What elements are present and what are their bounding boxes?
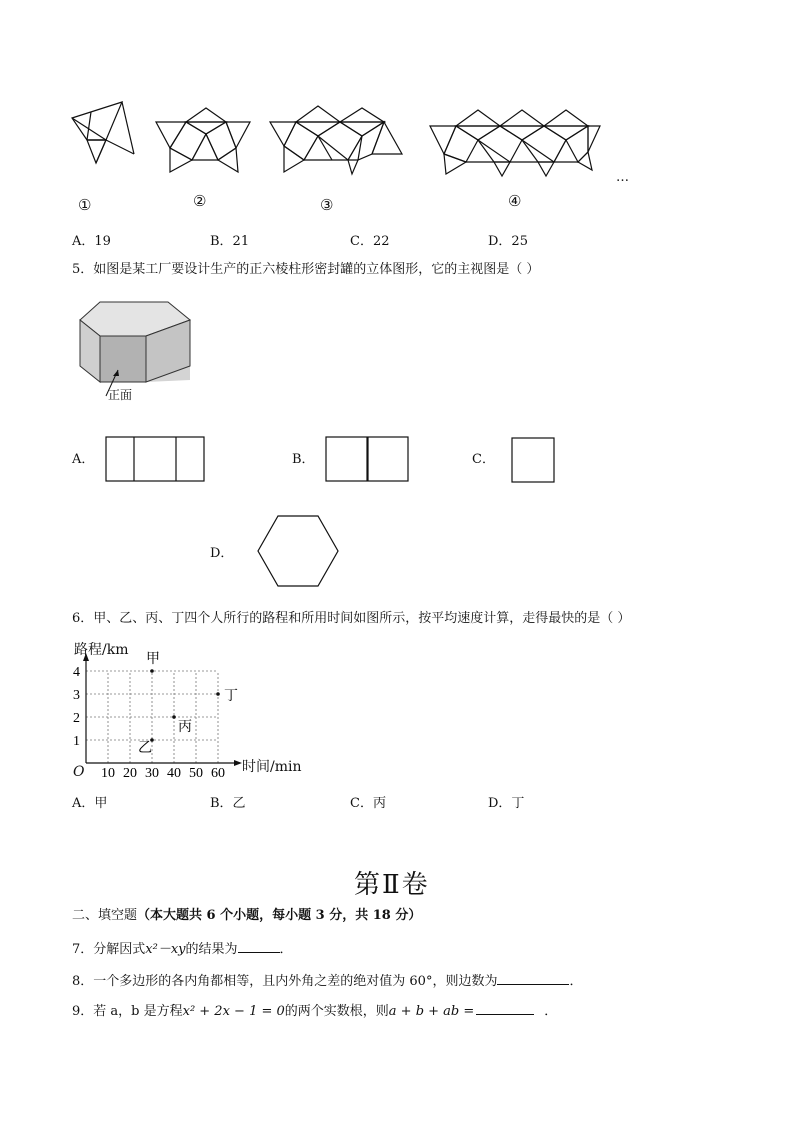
figure-label-1: ① [78, 196, 92, 214]
x-tick-label-1: 20 [123, 766, 137, 781]
q4-option-c[interactable]: C．22 [350, 234, 390, 249]
q8-answer-blank[interactable] [497, 972, 569, 985]
point-label-乙: 乙 [138, 740, 152, 756]
q9 [72, 1002, 557, 1020]
chart-ylabel: 路程/km [74, 642, 129, 658]
y-tick-label-3: 4 [73, 665, 80, 680]
q9-prefix: 9．若 a，b 是方程 [72, 1004, 183, 1019]
x-tick-label-0: 10 [101, 766, 115, 781]
q5-option-c[interactable]: C． [472, 452, 495, 467]
q7-expression: x²－xy [145, 942, 186, 957]
front-label: 正面 [108, 388, 133, 402]
q7 [72, 940, 293, 958]
q8-text: 8．一个多边形的各内角都相等，且内外角之差的绝对值为 60°，则边数为 [72, 974, 498, 989]
q9-equation: x² + 2x − 1 = 0 [182, 1004, 285, 1019]
chart-origin: O [73, 764, 85, 780]
section-title: 第Ⅱ卷 [354, 870, 430, 900]
data-point-甲 [150, 669, 154, 673]
point-label-甲: 甲 [146, 651, 160, 667]
q5-option-d[interactable]: D． [210, 546, 234, 561]
y-tick-label-2: 3 [73, 688, 80, 703]
q5-option-a[interactable]: A． [72, 452, 95, 467]
point-label-丁: 丁 [224, 688, 238, 704]
section-heading-note: （本大题共 6 个小题，每小题 3 分，共 18 分） [137, 908, 422, 923]
q4-option-b[interactable]: B．21 [210, 234, 250, 249]
data-point-丙 [172, 715, 176, 719]
section-heading [72, 908, 421, 924]
q6-option-c[interactable]: C．丙 [350, 796, 386, 811]
figure-label-3: ③ [320, 196, 334, 214]
q6-option-d[interactable]: D．丁 [488, 796, 525, 811]
q7-end: ． [279, 942, 293, 957]
figure-label-4: ④ [508, 192, 522, 210]
chart-xlabel: 时间/min [242, 759, 302, 775]
q4-option-a[interactable]: A．19 [72, 234, 111, 249]
q8-end: ． [569, 974, 583, 989]
q5-option-b[interactable]: B． [292, 452, 315, 467]
q9-expression: a + b + ab = [388, 1004, 475, 1019]
q7-suffix: 的结果为 [185, 942, 238, 957]
section-heading-label: 二、填空题 [72, 908, 138, 923]
q9-answer-blank[interactable] [476, 1002, 534, 1015]
q6-option-b[interactable]: B．乙 [210, 796, 246, 811]
y-tick-label-1: 2 [73, 711, 80, 726]
y-tick-label-0: 1 [73, 734, 80, 749]
q7-answer-blank[interactable] [238, 940, 280, 953]
point-label-丙: 丙 [178, 719, 192, 735]
x-tick-label-3: 40 [167, 766, 181, 781]
q5-question: 5．如图是某工厂要设计生产的正六棱柱形密封罐的立体图形，它的主视图是（ ） [72, 262, 540, 277]
q9-middle: 的两个实数根，则 [284, 1004, 389, 1019]
data-point-丁 [216, 692, 220, 696]
q6-question: 6．甲、乙、丙、丁四个人所行的路程和所用时间如图所示，按平均速度计算，走得最快的是（ ） [72, 611, 631, 626]
x-tick-label-4: 50 [189, 766, 203, 781]
q4-option-d[interactable]: D．25 [488, 234, 528, 249]
figure-label-2: ② [193, 192, 207, 210]
q9-end: ． [544, 1004, 558, 1019]
q7-prefix: 7．分解因式 [72, 942, 146, 957]
x-axis-arrow [234, 760, 242, 766]
q6-option-a[interactable]: A．甲 [72, 796, 108, 811]
pattern-ellipsis: … [616, 170, 629, 185]
x-tick-label-5: 60 [211, 766, 225, 781]
x-tick-label-2: 30 [145, 766, 159, 781]
q8 [72, 972, 582, 990]
